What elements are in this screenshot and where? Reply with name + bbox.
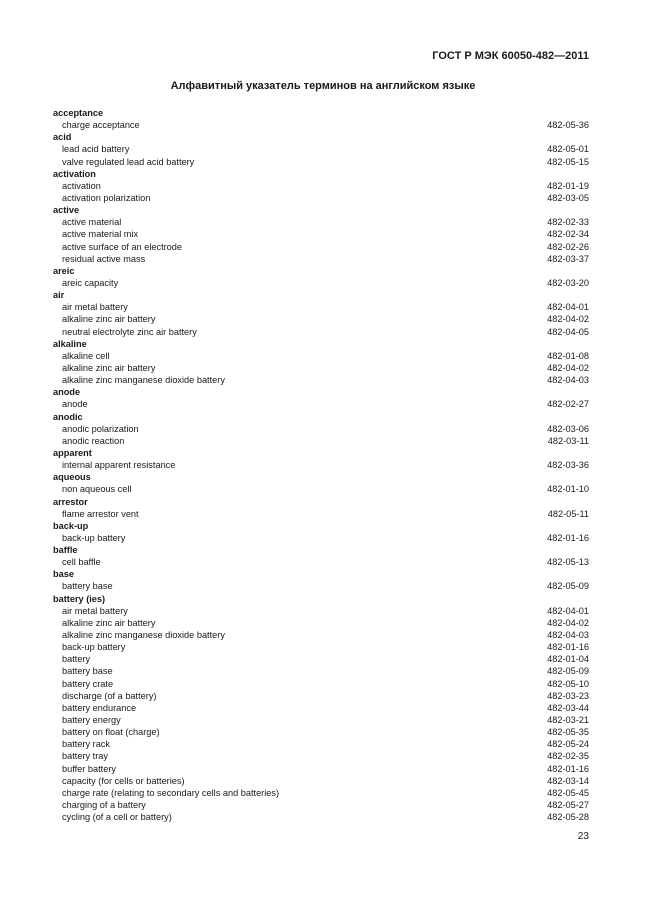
entry-code: 482-05-13 [547, 557, 589, 568]
index-keyword [53, 544, 589, 556]
index-entry [53, 326, 589, 338]
entry-term: battery base [62, 581, 113, 592]
entry-code: 482-05-15 [547, 156, 589, 167]
entry-code: 482-03-21 [547, 715, 589, 726]
entry-term: areic capacity [62, 277, 119, 288]
entry-term: anode [62, 399, 88, 410]
entry-code: 482-05-28 [547, 812, 589, 823]
entry-term: alkaline zinc air battery [62, 617, 156, 628]
entry-term: battery energy [62, 715, 121, 726]
entry-code: 482-04-02 [547, 314, 589, 325]
entry-term: active material mix [62, 229, 139, 240]
index-entry [53, 811, 589, 823]
index-entry [53, 362, 589, 374]
entry-term: anodic polarization [62, 423, 139, 434]
entry-term: active material [62, 217, 122, 228]
keyword-text: anode [53, 387, 81, 398]
entry-code: 482-03-11 [547, 435, 589, 446]
entry-term: charging of a battery [62, 800, 146, 811]
entry-term: battery base [62, 666, 113, 677]
index-entry [53, 228, 589, 240]
index-entry [53, 435, 589, 447]
entry-term: anodic reaction [62, 435, 125, 446]
keyword-text: anodic [53, 411, 83, 422]
index-entry [53, 532, 589, 544]
index-keyword [53, 471, 589, 483]
entry-term: air metal battery [62, 302, 128, 313]
entry-code: 482-03-05 [547, 192, 589, 203]
entry-code: 482-03-37 [547, 253, 589, 264]
index-keyword [53, 338, 589, 350]
keyword-text: active [53, 205, 80, 216]
entry-code: 482-03-44 [547, 702, 589, 713]
index-entry [53, 665, 589, 677]
index-entry [53, 350, 589, 362]
entry-code: 482-05-10 [547, 678, 589, 689]
entry-code: 482-02-27 [547, 399, 589, 410]
entry-term: cell baffle [62, 557, 101, 568]
keyword-text: arrestor [53, 496, 88, 507]
entry-term: battery on float (charge) [62, 727, 160, 738]
index-entry [53, 253, 589, 265]
entry-code: 482-05-11 [547, 508, 589, 519]
index-keyword [53, 265, 589, 277]
index-keyword [53, 496, 589, 508]
entry-code: 482-01-19 [547, 180, 589, 191]
entry-term: non aqueous cell [62, 484, 132, 495]
index-entry [53, 508, 589, 520]
index-entry [53, 398, 589, 410]
index-keyword [53, 204, 589, 216]
entry-code: 482-01-08 [547, 350, 589, 361]
index-entry [53, 690, 589, 702]
entry-code: 482-03-23 [547, 690, 589, 701]
keyword-text: apparent [53, 447, 92, 458]
entry-term: internal apparent resistance [62, 460, 176, 471]
index-entry [53, 605, 589, 617]
keyword-text: alkaline [53, 338, 87, 349]
index-keyword [53, 289, 589, 301]
index-entry [53, 156, 589, 168]
index-keyword [53, 520, 589, 532]
entry-term: charge acceptance [62, 120, 140, 131]
entry-term: alkaline zinc manganese dioxide battery [62, 375, 225, 386]
entry-code: 482-02-34 [547, 229, 589, 240]
entry-term: air metal battery [62, 605, 128, 616]
index-entry [53, 483, 589, 495]
entry-code: 482-04-02 [547, 617, 589, 628]
entry-code: 482-01-16 [547, 642, 589, 653]
entry-code: 482-05-36 [547, 120, 589, 131]
index-entry [53, 119, 589, 131]
entry-term: battery rack [62, 739, 110, 750]
index-entry [53, 641, 589, 653]
index-entry [53, 726, 589, 738]
entry-term: cycling (of a cell or battery) [62, 812, 172, 823]
entry-code: 482-04-03 [547, 375, 589, 386]
entry-code: 482-02-33 [547, 217, 589, 228]
entry-term: capacity (for cells or batteries) [62, 775, 185, 786]
entry-code: 482-04-05 [547, 326, 589, 337]
entry-code: 482-03-14 [547, 775, 589, 786]
entry-code: 482-05-35 [547, 727, 589, 738]
index-entry [53, 143, 589, 155]
entry-code: 482-05-01 [547, 144, 589, 155]
page-number: 23 [577, 831, 589, 842]
term-index [53, 107, 589, 823]
index-keyword [53, 131, 589, 143]
index-entry [53, 301, 589, 313]
index-keyword [53, 447, 589, 459]
index-entry [53, 714, 589, 726]
index-keyword [53, 593, 589, 605]
entry-term: alkaline zinc manganese dioxide battery [62, 630, 225, 641]
entry-term: residual active mass [62, 253, 146, 264]
entry-code: 482-01-04 [547, 654, 589, 665]
keyword-text: acid [53, 132, 72, 143]
index-entry [53, 702, 589, 714]
keyword-text: acceptance [53, 108, 104, 118]
keyword-text: air [53, 290, 65, 301]
entry-code: 482-04-02 [547, 362, 589, 373]
index-entry [53, 775, 589, 787]
index-keyword [53, 411, 589, 423]
entry-term: charge rate (relating to secondary cells and batteries) [62, 787, 280, 798]
keyword-text: areic [53, 265, 75, 276]
entry-code: 482-04-03 [547, 630, 589, 641]
index-entry [53, 423, 589, 435]
index-entry [53, 617, 589, 629]
index-entry [53, 787, 589, 799]
index-entry [53, 313, 589, 325]
index-entry [53, 750, 589, 762]
index-entry [53, 738, 589, 750]
entry-term: battery endurance [62, 702, 137, 713]
entry-code: 482-03-20 [547, 277, 589, 288]
entry-term: neutral electrolyte zinc air battery [62, 326, 197, 337]
index-entry [53, 763, 589, 775]
entry-term: activation [62, 180, 101, 191]
index-keyword [53, 568, 589, 580]
entry-term: alkaline zinc air battery [62, 362, 156, 373]
keyword-text: battery (ies) [53, 593, 106, 604]
entry-code: 482-02-26 [547, 241, 589, 252]
entry-term: valve regulated lead acid battery [62, 156, 195, 167]
entry-code: 482-02-35 [547, 751, 589, 762]
entry-term: buffer battery [62, 763, 116, 774]
entry-code: 482-05-09 [547, 581, 589, 592]
index-entry [53, 629, 589, 641]
keyword-text: activation [53, 168, 96, 179]
entry-term: battery tray [62, 751, 108, 762]
entry-term: back-up battery [62, 532, 126, 543]
entry-code: 482-04-01 [547, 302, 589, 313]
index-keyword [53, 386, 589, 398]
keyword-text: aqueous [53, 472, 91, 483]
index-entry [53, 556, 589, 568]
entry-code: 482-05-45 [547, 787, 589, 798]
index-entry [53, 192, 589, 204]
index-entry [53, 653, 589, 665]
entry-term: lead acid battery [62, 144, 130, 155]
index-entry [53, 459, 589, 471]
keyword-text: base [53, 569, 74, 580]
entry-code: 482-03-06 [547, 423, 589, 434]
entry-code: 482-03-36 [547, 460, 589, 471]
entry-code: 482-01-10 [547, 484, 589, 495]
index-entry [53, 580, 589, 592]
index-entry [53, 277, 589, 289]
entry-term: alkaline zinc air battery [62, 314, 156, 325]
entry-code: 482-01-16 [547, 532, 589, 543]
index-entry [53, 241, 589, 253]
entry-term: alkaline cell [62, 350, 110, 361]
entry-term: activation polarization [62, 192, 151, 203]
index-entry [53, 180, 589, 192]
entry-code: 482-05-24 [547, 739, 589, 750]
index-keyword [53, 107, 589, 119]
index-entry [53, 374, 589, 386]
keyword-text: back-up [53, 520, 89, 531]
index-entry [53, 678, 589, 690]
entry-term: back-up battery [62, 642, 126, 653]
index-keyword [53, 168, 589, 180]
entry-code: 482-04-01 [547, 605, 589, 616]
entry-term: flame arrestor vent [62, 508, 139, 519]
standard-header: ГОСТ Р МЭК 60050-482—2011 [432, 50, 589, 62]
index-entry [53, 216, 589, 228]
entry-term: discharge (of a battery) [62, 690, 157, 701]
entry-term: battery [62, 654, 91, 665]
index-entry [53, 799, 589, 811]
entry-term: active surface of an electrode [62, 241, 183, 252]
index-title: Алфавитный указатель терминов на английском языке [170, 80, 476, 92]
entry-code: 482-05-09 [547, 666, 589, 677]
entry-code: 482-05-27 [547, 800, 589, 811]
keyword-text: baffle [53, 545, 78, 556]
entry-code: 482-01-16 [547, 763, 589, 774]
entry-term: battery crate [62, 678, 114, 689]
